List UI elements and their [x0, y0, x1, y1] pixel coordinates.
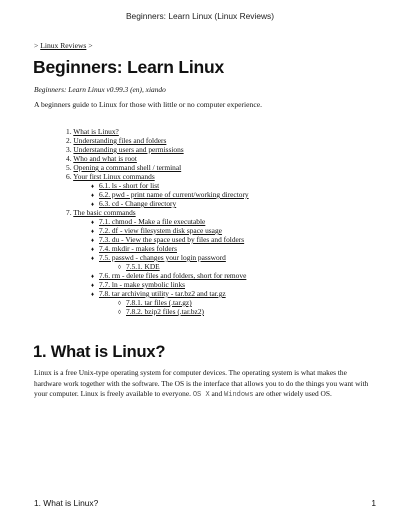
- footer-page-number: 1: [371, 498, 376, 508]
- toc-link[interactable]: 7.8.2. bzip2 files (.tar.bz2): [126, 307, 204, 316]
- toc-link[interactable]: 6.2. pwd - print name of current/working directory: [99, 190, 249, 199]
- os-x-term: OS X: [192, 391, 210, 400]
- toc-item: [66, 208, 136, 217]
- toc-number: 2.: [66, 136, 72, 145]
- windows-term: Windows: [224, 391, 254, 400]
- footer-section-title: 1. What is Linux?: [34, 498, 99, 508]
- toc-number: 3.: [66, 145, 72, 154]
- toc-link[interactable]: What is Linux?: [73, 127, 119, 136]
- toc-link[interactable]: 7.7. ln - make symbolic links: [99, 280, 186, 289]
- toc-link[interactable]: Opening a command shell / terminal: [73, 163, 182, 172]
- toc-item: [118, 307, 204, 318]
- toc-bullet-icon: ♦: [91, 238, 95, 244]
- toc-number: 6.: [66, 172, 72, 181]
- breadcrumb-link-linux-reviews[interactable]: Linux Reviews: [40, 41, 87, 50]
- toc-link[interactable]: 7.5.1. KDE: [126, 262, 160, 271]
- toc-link[interactable]: Understanding users and permissions: [73, 145, 184, 154]
- toc-link[interactable]: 7.8. tar archiving utility - tar.bz2 and tar.gz: [99, 289, 226, 298]
- toc-link[interactable]: 6.1. ls - short for list: [99, 181, 160, 190]
- toc-bullet-icon: ♦: [91, 202, 95, 208]
- toc-link[interactable]: 7.1. chmod - Make a file executable: [99, 217, 206, 226]
- toc-item: [66, 127, 119, 136]
- toc-link[interactable]: 7.2. df - view filesystem disk space usage: [99, 226, 222, 235]
- toc-bullet-icon: ♦: [91, 274, 95, 280]
- byline: Beginners: Learn Linux v0.99.3 (en), xiando: [34, 85, 166, 94]
- toc-number: 4.: [66, 154, 72, 163]
- toc-bullet-icon: ♦: [91, 283, 95, 289]
- toc-link[interactable]: Your first Linux commands: [73, 172, 155, 181]
- toc-link[interactable]: The basic commands: [73, 208, 136, 217]
- section-body-and: and: [209, 389, 225, 399]
- toc-link[interactable]: Understanding files and folders: [73, 136, 167, 145]
- toc-bullet-icon: ♦: [91, 256, 95, 262]
- section-body: [34, 368, 370, 401]
- toc-number: 7.: [66, 208, 72, 217]
- breadcrumb-prefix: >: [34, 41, 39, 50]
- toc-bullet-icon: ◊: [118, 265, 121, 271]
- toc-link[interactable]: 7.4. mkdir - makes folders: [99, 244, 177, 253]
- toc-link[interactable]: 7.5. passwd - changes your login password: [99, 253, 226, 262]
- toc-item: [66, 172, 155, 181]
- abstract: A beginners guide to Linux for those with little or no computer experience.: [34, 100, 262, 109]
- toc-link[interactable]: Who and what is root: [73, 154, 137, 163]
- toc-bullet-icon: ♦: [91, 247, 95, 253]
- toc-bullet-icon: ◊: [118, 301, 121, 307]
- section-heading: 1. What is Linux?: [33, 343, 166, 361]
- toc-item: [66, 136, 166, 145]
- section-body-end: are other widely used OS.: [253, 389, 332, 399]
- toc-bullet-icon: ♦: [91, 184, 95, 190]
- breadcrumb: [34, 41, 93, 50]
- toc-link[interactable]: 7.8.1. tar files (.tar.gz): [126, 298, 192, 307]
- toc-bullet-icon: ◊: [118, 310, 121, 316]
- breadcrumb-suffix: >: [88, 41, 93, 50]
- toc-link[interactable]: 6.3. cd - Change directory: [99, 199, 177, 208]
- toc-link[interactable]: 7.6. rm - delete files and folders, short for remove: [99, 271, 247, 280]
- running-header: Beginners: Learn Linux (Linux Reviews): [125, 11, 275, 21]
- page-title: Beginners: Learn Linux: [33, 57, 225, 77]
- toc-link[interactable]: 7.3. du - View the space used by files and folders: [99, 235, 245, 244]
- toc-bullet-icon: ♦: [91, 292, 95, 298]
- toc-bullet-icon: ♦: [91, 193, 95, 199]
- toc-item: [66, 163, 181, 172]
- toc-item: [66, 154, 137, 163]
- toc-bullet-icon: ♦: [91, 220, 95, 226]
- toc-bullet-icon: ♦: [91, 229, 95, 235]
- toc-number: 5.: [66, 163, 72, 172]
- toc-number: 1.: [66, 127, 72, 136]
- section-body-text: Linux is a free Unix-type operating system for computer devices. The operating system is what makes the hardware work together with the software. The OS is the interface that allows you to do the things you want with your computer. Linux is freely available to everyone.: [34, 368, 369, 399]
- toc-item: [66, 145, 184, 154]
